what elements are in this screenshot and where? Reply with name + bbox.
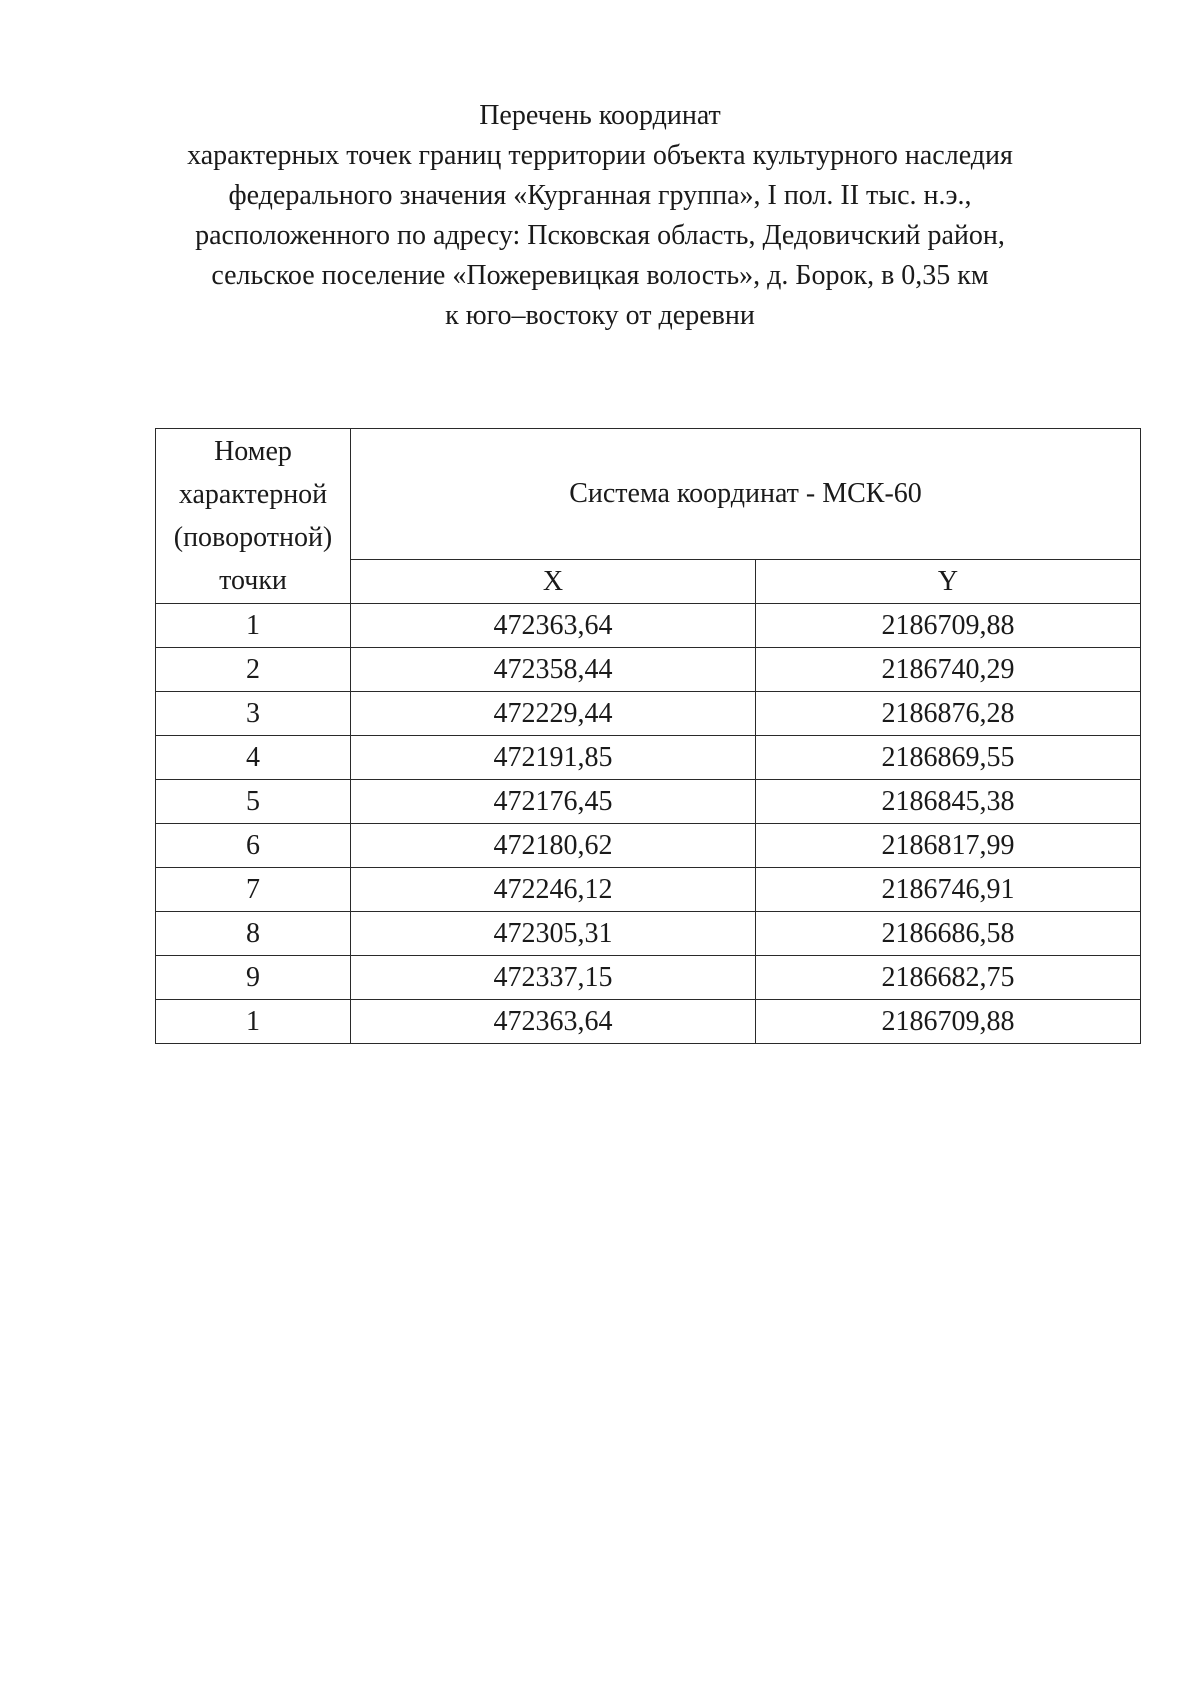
y-coordinate-cell: 2186876,28	[756, 692, 1141, 736]
title-line: характерных точек границ территории объекта культурного наследия	[187, 140, 1013, 171]
table-row	[156, 1000, 1141, 1044]
title-line: федерального значения «Курганная группа», I пол. II тыс. н.э.,	[228, 180, 972, 211]
title-line: Перечень координат	[479, 100, 721, 131]
x-coordinate-cell: 472246,12	[351, 868, 756, 912]
x-coordinate-cell: 472363,64	[351, 1000, 756, 1044]
table-row	[156, 648, 1141, 692]
point-number-cell: 9	[156, 956, 351, 1000]
y-coordinate-cell: 2186869,55	[756, 736, 1141, 780]
table-row	[156, 736, 1141, 780]
x-coordinate-cell: 472363,64	[351, 604, 756, 648]
point-number-cell: 4	[156, 736, 351, 780]
table-row	[156, 692, 1141, 736]
y-coordinate-cell: 2186682,75	[756, 956, 1141, 1000]
y-coordinate-cell: 2186709,88	[756, 604, 1141, 648]
x-coordinate-cell: 472337,15	[351, 956, 756, 1000]
point-number-header	[156, 429, 351, 604]
y-coordinate-cell: 2186686,58	[756, 912, 1141, 956]
x-coordinate-cell: 472229,44	[351, 692, 756, 736]
table-row	[156, 604, 1141, 648]
x-coordinate-cell: 472191,85	[351, 736, 756, 780]
x-coordinate-cell: 472180,62	[351, 824, 756, 868]
y-coordinate-cell: 2186740,29	[756, 648, 1141, 692]
y-coordinate-cell: 2186709,88	[756, 1000, 1141, 1044]
coordinate-system-header: Система координат - МСК-60	[351, 429, 1141, 560]
point-number-header-line: Номер	[214, 436, 292, 467]
y-coordinate-cell: 2186845,38	[756, 780, 1141, 824]
table-row	[156, 868, 1141, 912]
title-line: расположенного по адресу: Псковская область, Дедовичский район,	[195, 220, 1005, 251]
y-coordinate-cell: 2186817,99	[756, 824, 1141, 868]
point-number-cell: 1	[156, 604, 351, 648]
point-number-cell: 5	[156, 780, 351, 824]
point-number-header-line: точки	[219, 565, 287, 596]
title-line: к юго–востоку от деревни	[445, 300, 755, 331]
y-column-header: Y	[756, 560, 1141, 604]
point-number-cell: 7	[156, 868, 351, 912]
x-column-header: X	[351, 560, 756, 604]
table-row	[156, 956, 1141, 1000]
x-coordinate-cell: 472358,44	[351, 648, 756, 692]
coordinates-table	[155, 428, 1141, 1044]
table-row	[156, 912, 1141, 956]
point-number-cell: 3	[156, 692, 351, 736]
point-number-cell: 6	[156, 824, 351, 868]
point-number-cell: 2	[156, 648, 351, 692]
title-line: сельское поселение «Пожеревицкая волость», д. Борок, в 0,35 км	[211, 260, 989, 291]
point-number-header-line: (поворотной)	[173, 522, 333, 553]
point-number-cell: 1	[156, 1000, 351, 1044]
point-number-header-line: характерной	[178, 479, 328, 510]
x-coordinate-cell: 472176,45	[351, 780, 756, 824]
table-row	[156, 780, 1141, 824]
x-coordinate-cell: 472305,31	[351, 912, 756, 956]
table-row	[156, 824, 1141, 868]
document-title	[0, 96, 1200, 336]
point-number-cell: 8	[156, 912, 351, 956]
y-coordinate-cell: 2186746,91	[756, 868, 1141, 912]
